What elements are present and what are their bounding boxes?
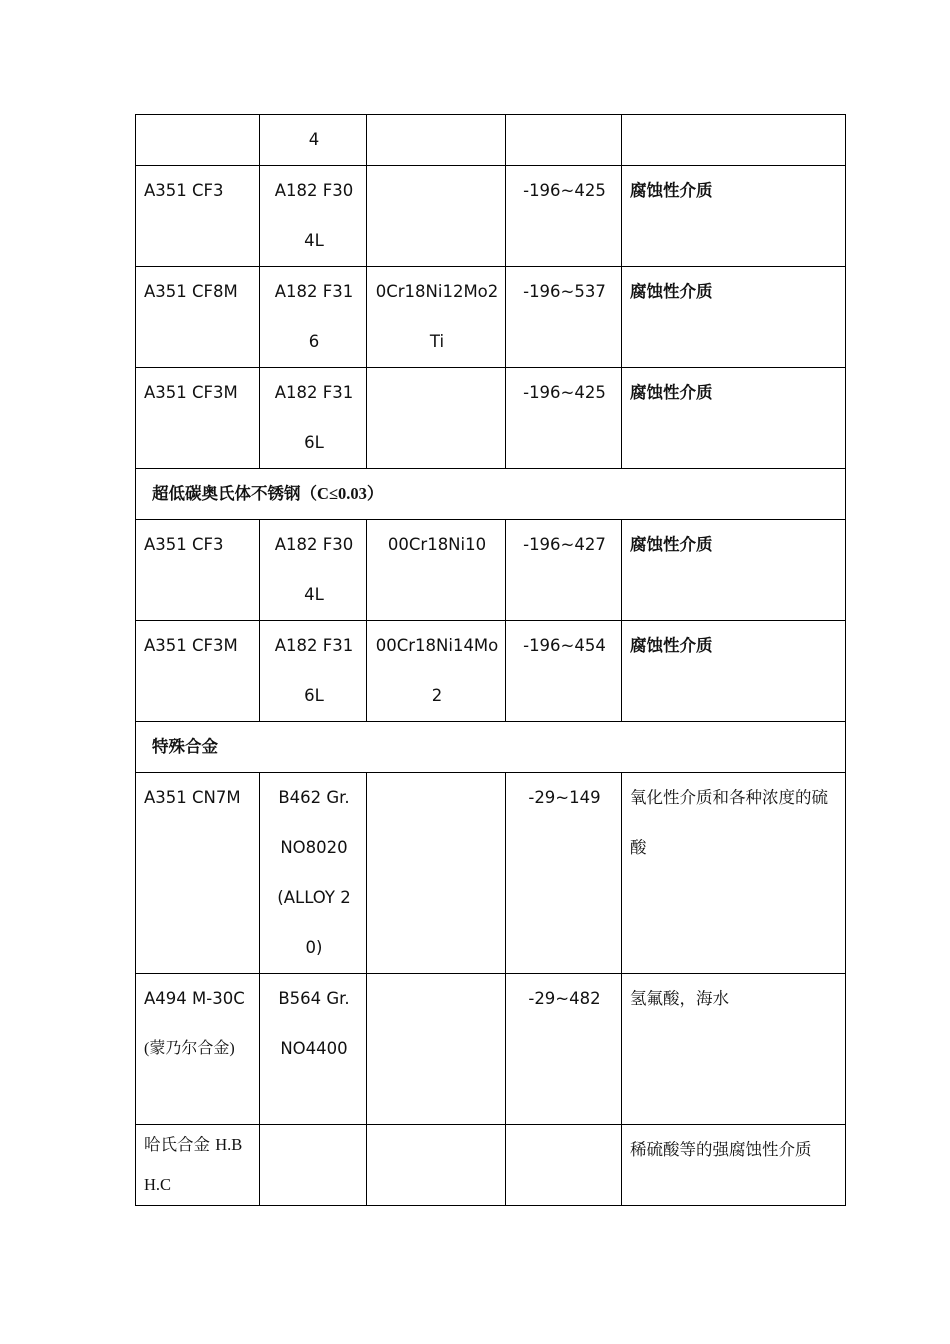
cell-temperature [506,115,622,166]
section-close: ） [366,484,384,503]
cell-forged-grade-text: A182 F316 [274,282,354,351]
cell-cast-grade: A351 CF3 [136,166,260,267]
cell-cast-grade [136,1125,260,1206]
cell-forged-grade: 4 [260,115,367,166]
cell-forged-grade [260,1125,367,1206]
cell-medium: 腐蚀性介质 [622,621,846,722]
cell-cast-grade-text: A494 M-30C [144,989,245,1008]
cell-cast-grade: A351 CF8M [136,267,260,368]
cell-forged-grade [260,368,367,469]
cell-forged-grade-text: A182 F316L [274,636,354,705]
table-row [136,115,846,166]
cell-forged-grade [260,621,367,722]
cell-cast-grade: A351 CF3 [136,520,260,621]
cell-cast-grade-code: H.B H.C [144,1135,243,1194]
cell-medium: 氧化性介质和各种浓度的硫酸 [622,773,846,974]
cell-medium: 腐蚀性介质 [622,267,846,368]
cell-cast-grade-note: (蒙乃尔合金) [144,1040,235,1057]
cell-chinese-grade [367,773,506,974]
cell-temperature: -196~537 [506,267,622,368]
cell-temperature: -196~425 [506,368,622,469]
cell-medium: 腐蚀性介质 [622,368,846,469]
cell-forged-grade [260,520,367,621]
cell-chinese-grade-text: 0Cr18Ni12Mo2Ti [375,282,499,351]
cell-cast-grade [136,974,260,1125]
table-row [136,368,846,469]
cell-forged-grade-text: B462 Gr. NO8020 (ALLOY 20) [277,788,351,957]
section-row [136,722,846,773]
cell-chinese-grade [367,621,506,722]
cell-cast-grade: A351 CN7M [136,773,260,974]
section-special-alloy: 特殊合金 [136,722,846,773]
table-row [136,621,846,722]
table-row [136,166,846,267]
table-row [136,974,846,1125]
cell-chinese-grade [367,166,506,267]
cell-chinese-grade [367,368,506,469]
section-row [136,469,846,520]
cell-chinese-grade [367,267,506,368]
cell-temperature: -196~427 [506,520,622,621]
cell-chinese-grade: 00Cr18Ni10 [367,520,506,621]
cell-medium [622,115,846,166]
table-row [136,520,846,621]
cell-forged-grade-text: B564 Gr. NO4400 [278,989,350,1058]
cell-temperature [506,1125,622,1206]
table-row [136,267,846,368]
cell-chinese-grade [367,115,506,166]
material-table [135,114,846,1206]
cell-medium: 腐蚀性介质 [622,520,846,621]
cell-medium: 稀硫酸等的强腐蚀性介质 [622,1125,846,1206]
section-ultra-low-carbon [136,469,846,520]
cell-forged-grade [260,166,367,267]
cell-temperature: -29~149 [506,773,622,974]
table-row [136,1125,846,1206]
cell-cast-grade: A351 CF3M [136,368,260,469]
cell-forged-grade [260,773,367,974]
cell-forged-grade-text: A182 F304L [274,535,354,604]
cell-temperature: -196~454 [506,621,622,722]
cell-medium: 腐蚀性介质 [622,166,846,267]
cell-temperature: -196~425 [506,166,622,267]
section-formula: C≤0.03 [317,484,367,503]
cell-forged-grade-text: A182 F316L [274,383,354,452]
cell-cast-grade [136,115,260,166]
cell-cast-grade-text: 哈氏合金 [144,1135,216,1154]
cell-chinese-grade [367,1125,506,1206]
cell-cast-grade: A351 CF3M [136,621,260,722]
cell-forged-grade-text: A182 F304L [274,181,354,250]
table-row [136,773,846,974]
section-label: 超低碳奥氏体不锈钢（ [152,484,317,503]
cell-temperature: -29~482 [506,974,622,1125]
cell-chinese-grade [367,974,506,1125]
cell-chinese-grade-text: 00Cr18Ni14Mo2 [375,636,499,705]
cell-medium: 氢氟酸，海水 [622,974,846,1125]
cell-forged-grade [260,267,367,368]
cell-forged-grade [260,974,367,1125]
